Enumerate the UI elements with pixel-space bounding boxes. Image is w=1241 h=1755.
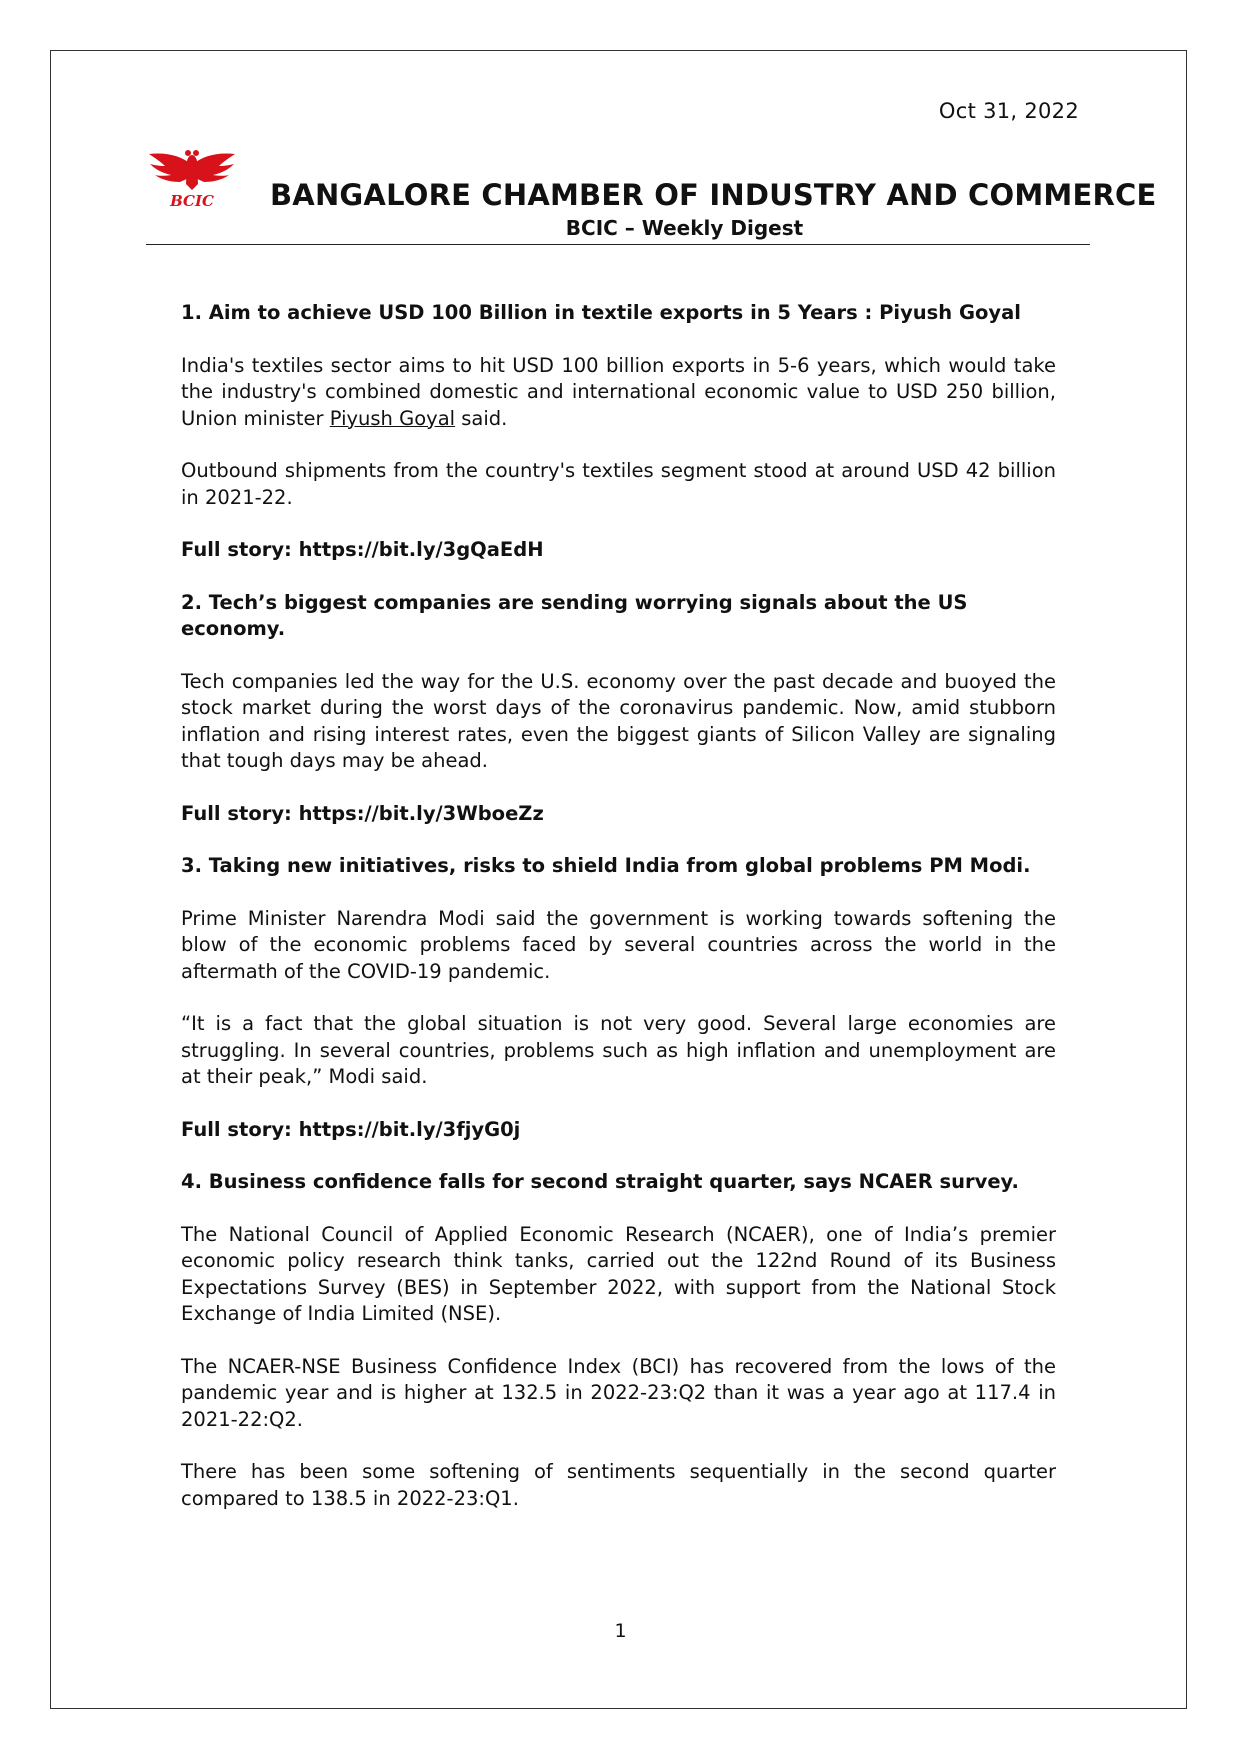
news-paragraph: The National Council of Applied Economic Research (NCAER), one of India’s premier economic policy research think tanks, carried out the 122nd Round of its Business Expectations Survey (BES) in September 2022, with support from the National Stock Exchange of India Limited (NSE). — [181, 1222, 1056, 1325]
digest-subtitle: BCIC – Weekly Digest — [565, 216, 804, 240]
paragraph-text: India's textiles sector aims to hit USD 100 billion exports in 5-6 years, which would take the industry's combined domestic and international economic value to USD 250 billion, Union minister — [181, 353, 1056, 430]
eagle-emblem-icon — [147, 148, 237, 210]
page-number: 1 — [614, 1620, 627, 1642]
news-paragraph: “It is a fact that the global situation is not very good. Several large economies are struggling. In several countries, problems such as high inflation and unemployment are at their peak,” Modi said. — [181, 1012, 1056, 1088]
news-paragraph: Outbound shipments from the country's textiles segment stood at around USD 42 billion in 2021-22. — [181, 459, 1056, 509]
piyush-goyal-link[interactable]: Piyush Goyal — [329, 406, 456, 430]
full-story-link[interactable]: Full story: https://bit.ly/3WboeZz — [181, 801, 544, 825]
news-paragraph: Prime Minister Narendra Modi said the government is working towards softening the blow of the economic problems faced by several countries across the world in the aftermath of the COVID-19 pandemic. — [181, 906, 1056, 983]
news-paragraph — [181, 353, 1056, 433]
digest-content — [181, 300, 1056, 1538]
paragraph-text: said. — [455, 406, 508, 430]
full-story-link[interactable]: Full story: https://bit.ly/3fjyG0j — [181, 1117, 521, 1141]
news-item-2 — [181, 590, 1056, 828]
news-item-4 — [181, 1169, 1056, 1512]
logo-text: BCIC — [170, 192, 214, 210]
document-date: Oct 31, 2022 — [938, 99, 1079, 123]
news-heading: 2. Tech’s biggest companies are sending worrying signals about the US economy. — [181, 590, 968, 640]
news-item-3 — [181, 853, 1056, 1143]
full-story-link[interactable]: Full story: https://bit.ly/3gQaEdH — [181, 538, 544, 561]
news-paragraph: Tech companies led the way for the U.S. economy over the past decade and buoyed the stock market during the worst days of the coronavirus pandemic. Now, amid stubborn inflation and rising interest rates, even the biggest giants of Silicon Valley are signaling that tough days may be ahead. — [181, 669, 1056, 772]
header-divider — [146, 244, 1090, 245]
bcic-logo — [147, 148, 237, 208]
organization-title: BANGALORE CHAMBER OF INDUSTRY AND COMMERCE — [270, 178, 1157, 212]
news-heading: 4. Business confidence falls for second straight quarter, says NCAER survey. — [181, 1170, 1019, 1193]
news-paragraph: The NCAER-NSE Business Confidence Index (BCI) has recovered from the lows of the pandemic year and is higher at 132.5 in 2022-23:Q2 than it was a year ago at 117.4 in 2021-22:Q2. — [181, 1354, 1056, 1431]
news-heading: 1. Aim to achieve USD 100 Billion in textile exports in 5 Years : Piyush Goyal — [181, 301, 1021, 324]
news-paragraph: There has been some softening of sentiments sequentially in the second quarter compared to 138.5 in 2022-23:Q1. — [181, 1460, 1056, 1510]
news-heading: 3. Taking new initiatives, risks to shield India from global problems PM Modi. — [181, 854, 1031, 877]
news-item-1 — [181, 300, 1056, 564]
